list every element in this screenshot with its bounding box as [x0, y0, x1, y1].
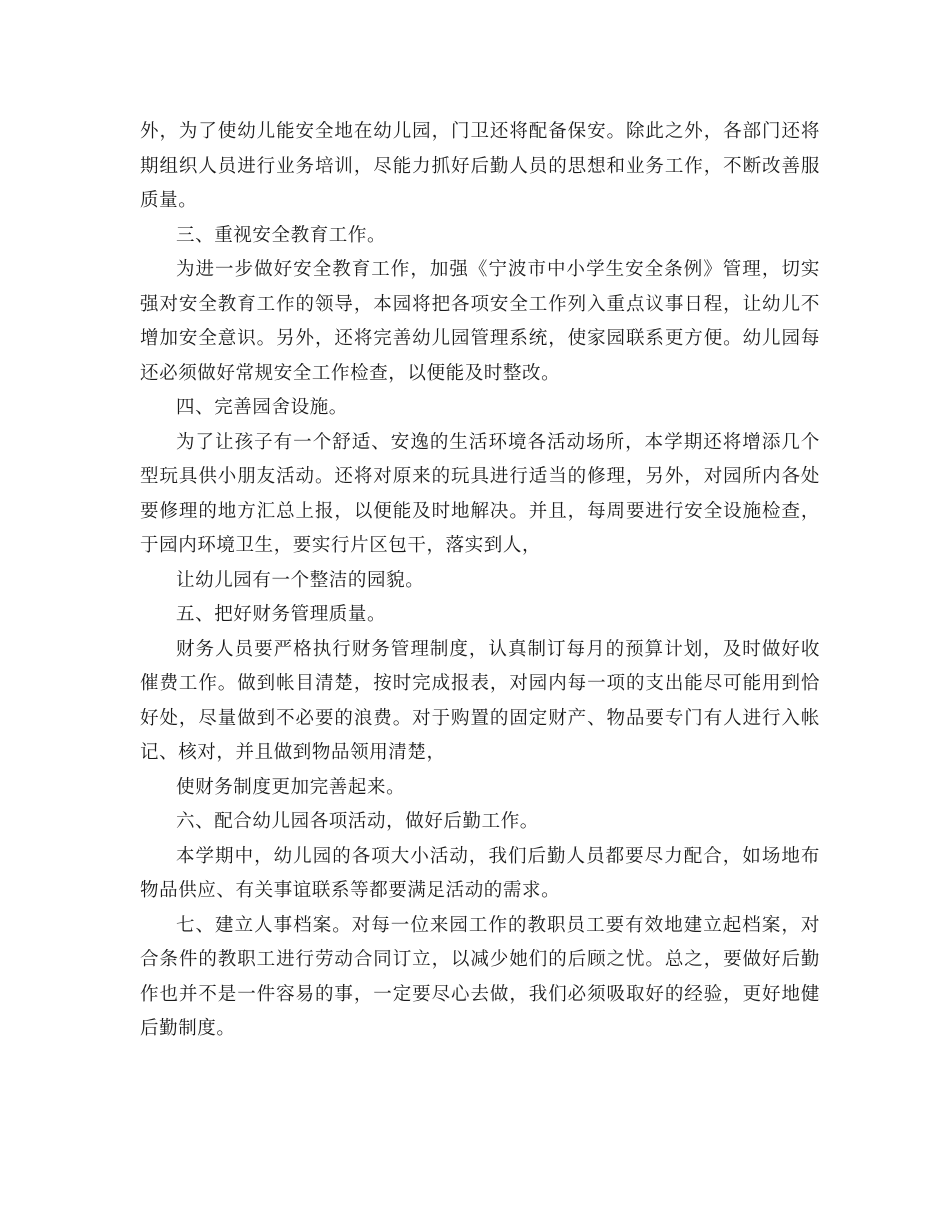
text-line: 好处，尽量做到不必要的浪费。对于购置的固定财产、物品要专门有人进行入帐	[140, 707, 820, 729]
text-line: 物品供应、有关事谊联系等都要满足活动的需求。	[140, 880, 561, 901]
text-line: 五、把好财务管理质量。	[176, 604, 387, 625]
text-line: 为了让孩子有一个舒适、安逸的生活环境各活动场所，本学期还将增添几个	[176, 431, 820, 453]
text-line: 三、重视安全教育工作。	[176, 224, 387, 246]
text-line: 七、建立人事档案。对每一位来园工作的教职员工要有效地建立起档案，对	[176, 914, 820, 936]
text-line: 催费工作。做到帐目清楚，按时完成报表，对园内每一项的支出能尽可能用到恰	[140, 673, 820, 694]
text-line: 质量。	[140, 190, 198, 211]
document-body	[140, 115, 820, 1047]
text-line: 强对安全教育工作的领导，本园将把各项安全工作列入重点议事日程，让幼儿不	[140, 293, 820, 315]
text-line: 四、完善园舍设施。	[176, 397, 348, 418]
text-line: 增加安全意识。另外，还将完善幼儿园管理系统，使家园联系更方便。幼儿园每	[140, 328, 820, 349]
text-line: 后勤制度。	[140, 1018, 236, 1039]
text-line: 合条件的教职工进行劳动合同订立，以减少她们的后顾之忧。总之，要做好后勤	[140, 949, 820, 970]
text-line: 还必须做好常规安全工作检查，以便能及时整改。	[140, 362, 561, 384]
text-line: 六、配合幼儿园各项活动，做好后勤工作。	[176, 811, 539, 832]
text-line: 要修理的地方汇总上报，以便能及时地解决。并且，每周要进行安全设施检查，	[140, 500, 820, 522]
text-line: 为进一步做好安全教育工作，加强《宁波市中小学生安全条例》管理，切实	[176, 259, 820, 280]
text-line: 期组织人员进行业务培训，尽能力抓好后勤人员的思想和业务工作，不断改善服	[140, 155, 820, 177]
text-line: 财务人员要严格执行财务管理制度，认真制订每月的预算计划，及时做好收	[176, 638, 820, 660]
text-line: 记、核对，并且做到物品领用清楚，	[140, 742, 446, 763]
text-line: 型玩具供小朋友活动。还将对原来的玩具进行适当的修理，另外，对园所内各处	[140, 466, 820, 487]
text-line: 作也并不是一件容易的事，一定要尽心去做，我们必须吸取好的经验，更好地健	[140, 983, 820, 1005]
text-line: 本学期中，幼儿园的各项大小活动，我们后勤人员都要尽力配合，如场地布	[176, 845, 820, 867]
text-line: 使财务制度更加完善起来。	[176, 776, 406, 798]
text-line: 让幼儿园有一个整洁的园貌。	[176, 569, 425, 591]
text-line: 外，为了使幼儿能安全地在幼儿园，门卫还将配备保安。除此之外，各部门还将	[140, 121, 820, 142]
text-line: 于园内环境卫生，要实行片区包干，落实到人，	[140, 535, 542, 556]
